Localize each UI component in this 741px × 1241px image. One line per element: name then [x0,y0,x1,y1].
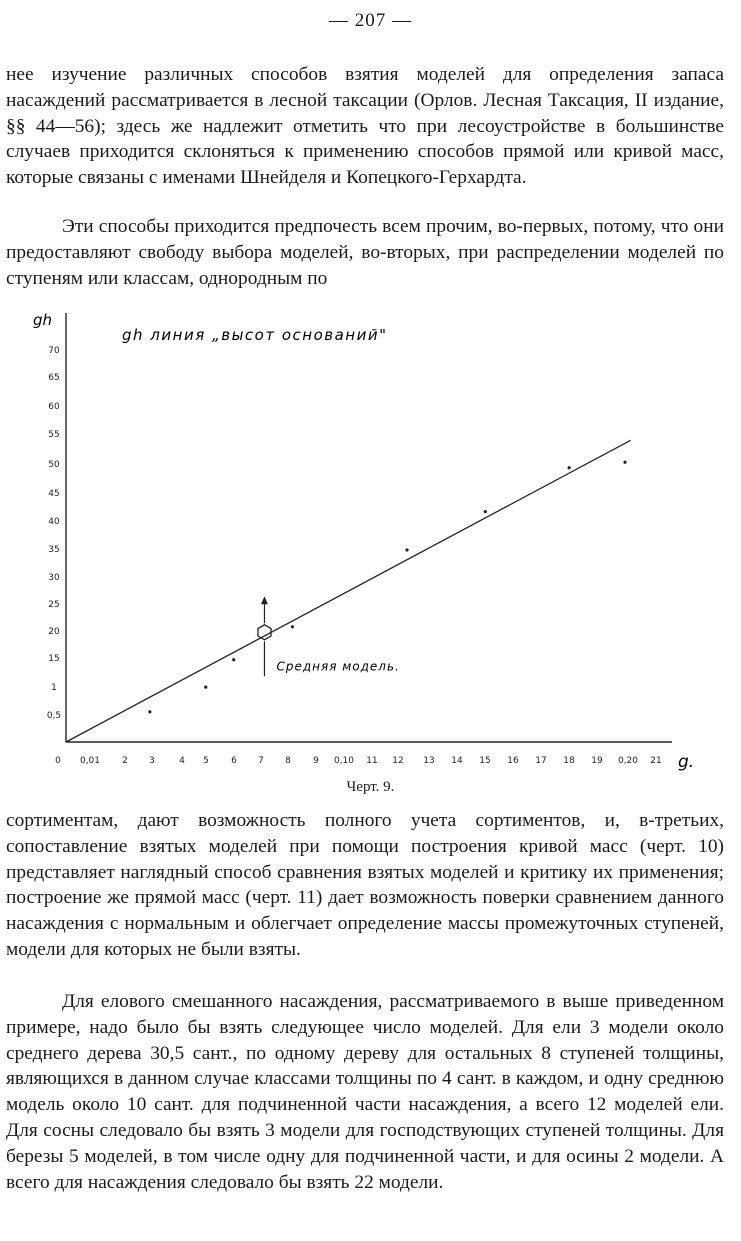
x-tick-label: 14 [451,756,463,766]
x-tick-label: 0,01 [79,756,101,766]
y-tick-label: 35 [48,545,60,555]
chart-series [66,440,631,742]
y-tick-label: 65 [48,373,60,383]
data-point [623,461,626,464]
x-axis-label: g. [678,752,695,772]
data-point [405,548,408,551]
x-tick-label: 15 [479,756,491,766]
y-tick-label: 60 [48,402,60,412]
y-tick-label: 20 [48,627,60,637]
mean-model-marker [258,596,400,676]
y-tick-label: 25 [48,600,60,610]
series-line [66,440,631,742]
x-tick-label: 6 [231,756,237,766]
paragraph-4: Для елового смешанного насаждения, рассматриваемого в выше приведенном примере, надо было бы взять следующее число моделей. Для ели 3 модели около среднего дерева 30,5 сант., по одному дереву для остальных 8 ступеней толщины, являющихся в данном случае классами толщины по 4 сант. в каждом, и одну среднюю модель около 10 сант. для подчиненной части насаждения, а всего 12 моделей ели. Для сосны следовало бы взять 3 модели для господствующих ступеней толщины. Для березы 5 моделей, в том числе одну для подчиненной части, и для осины 2 модели. А всего для насаждения следовало бы взять 22 модели. [6,991,724,1193]
chart-axes [66,313,672,742]
x-tick-label: 8 [285,756,291,766]
y-tick-label: 0,5 [46,711,62,721]
y-tick-label: 45 [48,489,60,499]
y-tick-label: 50 [48,460,60,470]
x-tick-label: 16 [507,756,519,766]
x-tick-label: 9 [313,756,319,766]
page-number: — 207 — [329,10,412,31]
chart-points [148,461,626,714]
x-tick-labels [55,756,662,766]
y-tick-labels [47,346,61,721]
x-tick-label: 18 [563,756,575,766]
x-tick-label: 4 [179,756,185,766]
data-point [568,466,571,469]
y-tick-label: 70 [48,346,60,356]
y-tick-label: 55 [48,430,60,440]
data-point [232,658,235,661]
mean-model-hexagon [258,625,271,640]
chart-title: gh линия „высот оснований" [122,326,388,344]
chart-figure [0,305,741,775]
x-tick-label: 0,10 [333,756,355,766]
x-tick-label: 0,20 [617,756,639,766]
x-tick-label: 13 [423,756,435,766]
paragraph-2: Эти способы приходится предпочесть всем прочим, во-первых, потому, что они предоставляют свободу выбора моделей, во-вторых, при распределении моделей по ступеням или классам, однородным по [6,216,724,289]
x-tick-label: 3 [149,756,155,766]
y-tick-label: 40 [48,517,60,527]
data-point [148,710,151,713]
y-tick-label: 15 [48,654,60,664]
x-tick-label: 2 [122,756,128,766]
x-tick-label: 12 [392,756,404,766]
y-tick-label: 30 [48,573,60,583]
data-point [204,686,207,689]
arrow-up-icon [261,596,268,604]
x-tick-label: 7 [258,756,264,766]
paragraph-3: сортиментам, дают возможность полного учета сортиментов, и, в-третьих, сопоставление взятых моделей при помощи построения кривой масс (черт. 10) представляет наглядный способ сравнения взятых моделей и критику их применения; построение же прямой масс (черт. 11) дает возможность поверки сравнением данного насаждения с нормальным и облегчает определение массы промежуточных ступеней, модели для которых не были взяты. [6,810,724,960]
data-point [484,510,487,513]
x-tick-label: 21 [650,756,662,766]
x-tick-label: 17 [535,756,547,766]
y-tick-label: 1 [51,683,57,693]
y-axis-label: gh [33,311,53,329]
figure-caption: Черт. 9. [346,779,395,795]
paragraph-1: нее изучение различных способов взятия моделей для определения запаса насаждений рассматривается в лесной таксации (Орлов. Лесная Таксация, II издание, §§ 44—56); здесь же надлежит отметить что при лесоустройстве в большинстве случаев приходится склоняться к применению способов прямой или кривой масс, которые связаны с именами Шнейделя и Копецкого-Герхардта. [6,64,724,189]
x-tick-label: 19 [591,756,603,766]
x-tick-label: 5 [203,756,209,766]
x-tick-label: 0 [55,756,61,766]
x-tick-label: 11 [366,756,378,766]
mean-model-label: Средняя модель. [276,659,400,674]
data-point [291,625,294,628]
